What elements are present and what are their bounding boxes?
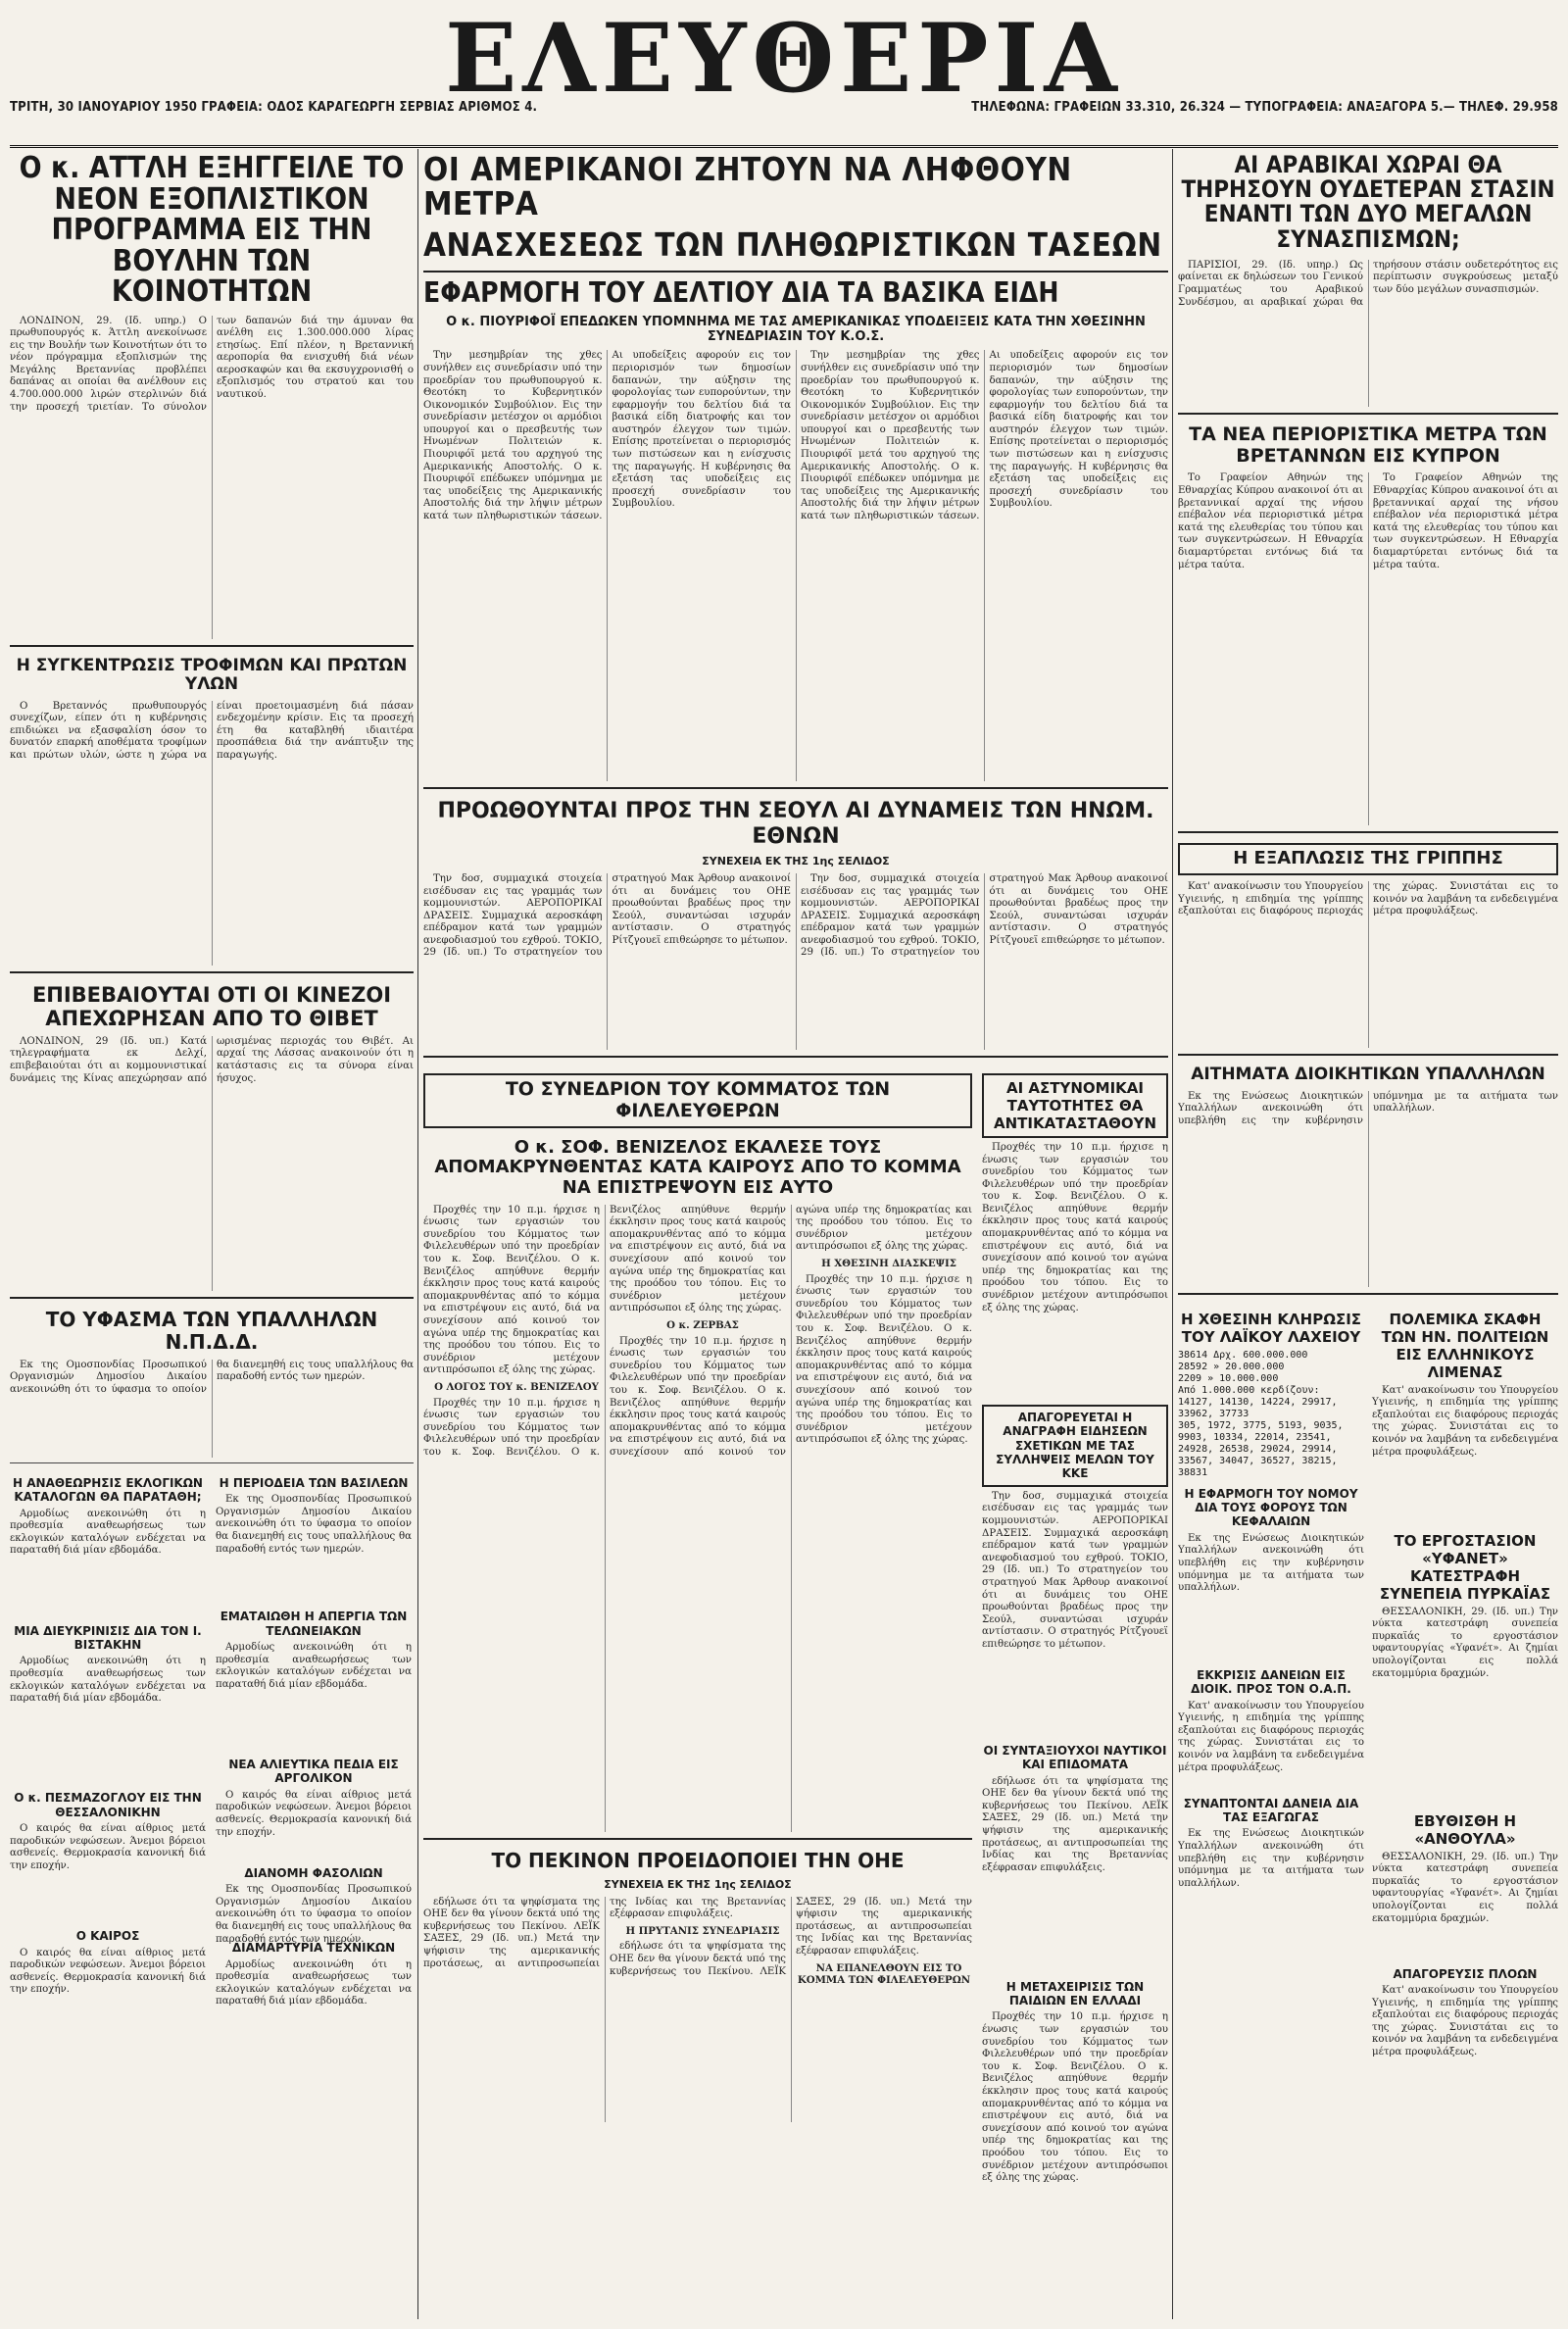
metaxirisis-body: Προχθές την 10 π.μ. ήρχισε η ένωσις των εργασιών του συνεδρίου του Κόμματος των Φιλελευθέρων υπό την προεδρίαν του κ. Σοφ. Βενιζέλου. Ο κ. Βενιζέλος απηύθυνε θερμήν έκκλησιν προς τους κατά καιρούς απομακρυνθέντας από το κόμμα να επιστρέψουν εις αυτό, διά να συνεχίσουν από κοινού τον αγώνα υπέρ της δημοκρατίας και της προόδου του τόπου. Εις το συνέδριον μετέχουν αντιπρόσωποι εξ όλης της χώρας. [982,2011,1168,2184]
police-headline: ΑΙ ΑΣΤΥΝΟΜΙΚΑΙ ΤΑΥΤΟΤΗΤΕΣ ΘΑ ΑΝΤΙΚΑΤΑΣΤΑΘΟΥΝ [982,1073,1168,1138]
cyprus-article [1178,472,1558,825]
kairos-headline: Ο ΚΑΙΡΟΣ [75,1929,140,1944]
flu-article [1178,881,1558,1048]
attlee-body: ΛΟΝΔΙΝΟΝ, 29. (Ιδ. υπηρ.) Ο πρωθυπουργός κ. Άττλη ανεκοίνωσε εις την Βουλήν των Κοινοτήτων ότι το νέον πρόγραμμα εξοπλισμών της Μεγάλης Βρεταννίας προβλέπει δαπάνας αι οποίαι θα ανέλθουν εις 4.700.000.000 λιρών στερλινών διά την προσεχή τριετίαν. Το σύνολον των δαπανών διά την άμυναν θα ανέλθη εις 1.300.000.000 λίρας ετησίως. Επί πλέον, η Βρεταννική αεροπορία θα ενισχυθή διά νέων αεροσκαφών και θα εκσυγχρονισθή ο εξοπλισμός του στρατού και του ναυτικού. [10,315,414,413]
china-article [10,1036,414,1291]
ypallilon-body: Εκ της Ομοσπονδίας Προσωπικού Οργανισμών Δημοσίου Δικαίου ανεκοινώθη ότι το ύφασμα το οποίον θα διανεμηθή εις τους υπαλλήλους θα παραδοθή εντός των ημερών. [10,1359,414,1396]
food-headline: Η ΣΥΓΚΕΝΤΡΩΣΙΣ ΤΡΟΦΙΜΩΝ ΚΑΙ ΠΡΩΤΩΝ ΥΛΩΝ [16,655,408,695]
congress-body: Προχθές την 10 π.μ. ήρχισε η ένωσις των εργασιών του συνεδρίου του Κόμματος των Φιλελευθέρων υπό την προεδρίαν του κ. Σοφ. Βενιζέλου. Ο κ. Βενιζέλος απηύθυνε θερμήν έκκλησιν προς τους κατά καιρούς απομακρυνθέντας από το κόμμα να επιστρέψουν εις αυτό, διά να συνεχίσουν από κοινού τον αγώνα υπέρ της δημοκρατίας και της προόδου του τόπου. Εις το συνέδριον μετέχουν αντιπρόσωποι εξ όλης της χώρας. [423,1204,600,1376]
korea-body-cont: Την δοσ, συμμαχικά στοιχεία εισέδυσαν εις τας γραμμάς των κομμουνιστών. ΑΕΡΟΠΟΡΙΚΑΙ ΔΡΑΣΕΙΣ. Συμμαχικά αεροσκάφη επέδραμον κατά των γραμμών ανεφοδιασμού του εχθρού. ΤΟΚΙΟ, 29 (Ιδ. υπ.) Το στρατηγείον του στρατηγού Μακ Άρθουρ ανακοινοί ότι αι δυνάμεις του ΟΗΕ προωθούνται βραδέως προς την Σεούλ, συναντώσαι ισχυράν αντίστασιν. Ο στρατηγός Ρίτζγουεϊ επιθεώρησε το μέτωπον. [801,872,1168,959]
right-column [1178,149,1558,2319]
vasiliades-body: Εκ της Ομοσπονδίας Προσωπικού Οργανισμών Δημοσίου Δικαίου ανεκοινώθη ότι το ύφασμα το οποίον θα διανεμηθή εις τους υπαλλήλους θα παραδοθή εντός των ημερών. [216,1494,412,1555]
main-body: Την μεσημβρίαν της χθες συνήλθεν εις συνεδρίασιν υπό την προεδρίαν του πρωθυπουργού κ. Θεοτόκη το Κυβερνητικόν Οικονομικόν Συμβούλιον. Εις την συνεδρίασιν μετέσχον οι αρμόδιοι υπουργοί και ο πρεσβευτής των Ηνωμένων Πολιτειών κ. Πιουριφόϊ μετά του αρχηγού της Αμερικανικής Αποστολής. Ο κ. Πιουριφόϊ επέδωκεν υπόμνημα με τας υποδείξεις της Αμερικανικής Αποστολής διά την λήψιν μέτρων κατά των πληθωριστικών τάσεων. Αι υποδείξεις αφορούν εις τον περιορισμόν των δημοσίων δαπανών, την αύξησιν της φορολογίας των ευπορούντων, την εφαρμογήν του δελτίου διά τα βασικά είδη διατροφής και τον αυστηρόν έλεγχον των τιμών. Επίσης προτείνεται ο περιορισμός των πιστώσεων και η ενίσχυσις της παραγωγής. Η κυβέρνησις θα εξετάση τας υποδείξεις εις προσεχή συνεδρίασιν του Συμβουλίου. [423,350,791,522]
anatheor-headline: Η ΑΝΑΘΕΩΡΗΣΙΣ ΕΚΛΟΓΙΚΩΝ ΚΑΤΑΛΟΓΩΝ ΘΑ ΠΑΡΑΤΑΘΗ; [13,1475,203,1505]
factory-headline: ΤΟ ΕΡΓΟΣΤΑΣΙΟΝ «ΥΦΑΝΕΤ» ΚΑΤΕΣΤΡΑΦΗ ΣΥΝΕΠΕΙΑ ΠΥΡΚΑΪΑΣ [1379,1531,1551,1603]
metaxirisis-headline: Η ΜΕΤΑΧΕΙΡΙΣΙΣ ΤΩΝ ΠΑΙΔΙΩΝ ΕΝ ΕΛΛΑΔΙ [1005,1979,1145,2008]
diefkrinisi-headline: ΜΙΑ ΔΙΕΥΚΡΙΝΙΣΙΣ ΔΙΑ ΤΟΝ Ι. ΒΙΣΤΑΚΗΝ [14,1623,202,1653]
diamartyria-headline: ΔΙΑΜΑΡΤΥΡΙΑ ΤΕΧΝΙΚΩΝ [231,1941,396,1956]
arab-article [1178,260,1558,407]
divider [423,1056,1168,1058]
aitimata-body: Εκ της Ενώσεως Διοικητικών Υπαλλήλων ανεκοινώθη ότι υπεβλήθη εις την κυβέρνησιν υπόμνημα με τα αιτήματα των υπαλλήλων. [1178,1090,1558,1126]
divider [1178,1293,1558,1295]
zervas-headline: Ο κ. ΖΕΡΒΑΣ [666,1319,739,1331]
apagorevetai-body: Την δοσ, συμμαχικά στοιχεία εισέδυσαν εις τας γραμμάς των κομμουνιστών. ΑΕΡΟΠΟΡΙΚΑΙ ΔΡΑΣΕΙΣ. Συμμαχικά αεροσκάφη επέδραμον κατά των γραμμών ανεφοδιασμού του εχθρού. ΤΟΚΙΟ, 29 (Ιδ. υπ.) Το στρατηγείον του στρατηγού Μακ Άρθουρ ανακοινοί ότι αι δυνάμεις του ΟΗΕ προωθούνται βραδέως προς την Σεούλ, συναντώσαι ισχυράν αντίστασιν. Ο στρατηγός Ρίτζγουεϊ επιθεώρησε το μέτωπον. [982,1490,1168,1650]
peking-headline: ΤΟ ΠΕΚΙΝΟΝ ΠΡΟΕΙΔΟΠΟΙΕΙ ΤΗΝ ΟΗΕ [491,1848,905,1872]
anatheor-body: Αρμοδίως ανεκοινώθη ότι η προθεσμία αναθεωρήσεως των εκλογικών καταλόγων ενδέχεται να παραταθή διά μίαν εβδομάδα. [10,1508,206,1557]
pesmazoglou-body: Ο καιρός θα είναι αίθριος μετά παροδικών νεφώσεων. Άνεμοι βόρειοι ασθενείς. Θερμοκρασία κανονική διά την εποχήν. [10,1823,206,1871]
logos-headline: Ο ΛΟΓΟΣ ΤΟΥ κ. ΒΕΝΙΖΕΛΟΥ [434,1380,599,1393]
arab-body: ΠΑΡΙΣΙΟΙ, 29. (Ιδ. υπηρ.) Ως φαίνεται εκ δηλώσεων του Γενικού Γραμματέως του Αραβικού Συνδέσμου, αι αραβικαί χώραι θα τηρήσουν στάσιν ουδετερότητος εις περίπτωσιν συγκρούσεως μεταξύ των δύο μεγάλων συνασπισμών. [1178,259,1558,308]
lottery-block [1178,1301,1364,2073]
main-article [423,350,1168,781]
lottery-line-3: 2209 » 10.000.000 [1178,1372,1279,1384]
attlee-article [10,316,414,639]
kommata-headline: ΝΑ ΕΠΑΝΕΛΘΟΥΝ ΕΙΣ ΤΟ ΚΟΜΜΑ ΤΩΝ ΦΙΛΕΛΕΥΘΕΡΩΝ [797,1961,971,1987]
main-headline-1: ΟΙ ΑΜΕΡΙΚΑΝΟΙ ΖΗΤΟΥΝ ΝΑ ΛΗΦΘΟΥΝ ΜΕΤΡΑ [423,150,1072,223]
kairos-body: Ο καιρός θα είναι αίθριος μετά παροδικών νεφώσεων. Άνεμοι βόρειοι ασθενείς. Θερμοκρασία κανονική διά την εποχήν. [10,1947,206,1996]
divider [10,1297,414,1299]
divider [1178,831,1558,833]
diamartyria-body: Αρμοδίως ανεκοινώθη ότι η προθεσμία αναθεωρήσεως των εκλογικών καταλόγων ενδέχεται να παραταθή διά μίαν εβδομάδα. [216,1958,412,2007]
peking-article [423,1897,972,2122]
column-rule [1172,149,1173,2319]
korea-body: Την δοσ, συμμαχικά στοιχεία εισέδυσαν εις τας γραμμάς των κομμουνιστών. ΑΕΡΟΠΟΡΙΚΑΙ ΔΡΑΣΕΙΣ. Συμμαχικά αεροσκάφη επέδραμον κατά των γραμμών ανεφοδιασμού του εχθρού. ΤΟΚΙΟ, 29 (Ιδ. υπ.) Το στρατηγείον του στρατηγού Μακ Άρθουρ ανακοινοί ότι αι δυνάμεις του ΟΗΕ προωθούνται βραδέως προς την Σεούλ, συναντώσαι ισχυράν αντίστασιν. Ο στρατηγός Ρίτζγουεϊ επιθεώρησε το μέτωπον. [423,872,791,959]
main-headline-3: ΕΦΑΡΜΟΓΗ ΤΟΥ ΔΕΛΤΙΟΥ ΔΙΑ ΤΑ ΒΑΣΙΚΑ ΕΙΔΗ [423,271,1168,307]
ypallilon-article [10,1360,414,1458]
apergia-headline: ΕΜΑΤΑΙΩΘΗ Η ΑΠΕΡΓΙΑ ΤΩΝ ΤΕΛΩΝΕΙΑΚΩΝ [220,1610,408,1638]
lottery-line-5: 14127, 14130, 14224, 29917, 33962, 37733 [1178,1396,1338,1419]
congress-subheadline: Ο κ. ΣΟΦ. ΒΕΝΙΖΕΛΟΣ ΕΚΑΛΕΣΕ ΤΟΥΣ ΑΠΟΜΑΚΡΥΝΘΕΝΤΑΣ ΚΑΤΑ ΚΑΙΡΟΥΣ ΑΠΟ ΤΟ ΚΟΜΜΑ ΝΑ ΕΠΙΣΤΡΕΨΟΥΝ ΕΙΣ ΑΥΤΟ [434,1136,961,1198]
pryteni-body: εδήλωσε ότι τα ψηφίσματα της ΟΗΕ δεν θα γίνουν δεκτά υπό της κυβερνήσεως του Πεκίνου. ΛΕΪΚ ΣΑΞΕΣ, 29 (Ιδ. υπ.) Μετά την ψήφισιν της αμερικανικής προτάσεως, αι αντιπροσωπείαι της Ινδίας και της Βρεταννίας εξέφρασαν επιφυλάξεις. [610,1896,972,1977]
peking-continued: ΣΥΝΕΧΕΙΑ ΕΚ ΤΗΣ 1ης ΣΕΛΙΔΟΣ [604,1877,792,1891]
daneia-body: Εκ της Ενώσεως Διοικητικών Υπαλλήλων ανεκοινώθη ότι υπεβλήθη εις την κυβέρνησιν υπόμνημα με τα αιτήματα των υπαλλήλων. [1178,1828,1364,1889]
cyprus-headline: ΤΑ ΝΕΑ ΠΕΡΙΟΡΙΣΤΙΚΑ ΜΕΤΡΑ ΤΩΝ ΒΡΕΤΑΝΝΩΝ ΕΙΣ ΚΥΠΡΟΝ [1189,422,1547,467]
cyprus-body-cont: Το Γραφείον Αθηνών της Εθναρχίας Κύπρου ανακοινοί ότι αι βρεταννικαί αρχαί της νήσου επέβαλον νέα περιοριστικά μέτρα κατά της ελευθερίας του τύπου και των συγκεντρώσεων. Η Εθναρχία διαμαρτύρεται εντόνως διά τα μέτρα ταύτα. [1373,472,1558,570]
vasiliades-headline: Η ΠΕΡΙΟΔΕΙΑ ΤΩΝ ΒΑΣΙΛΕΩΝ [219,1475,409,1490]
center-side [982,1064,1168,2184]
apagorevsis-headline: ΑΠΑΓΟΡΕΥΣΙΣ ΠΛΟΩΝ [1393,1966,1538,1981]
tax-body: Εκ της Ενώσεως Διοικητικών Υπαλλήλων ανεκοινώθη ότι υπεβλήθη εις την κυβέρνησιν υπόμνημα με τα αιτήματα των υπαλλήλων. [1178,1532,1364,1594]
main-headline-2: ΑΝΑΣΧΕΣΕΩΣ ΤΩΝ ΠΛΗΘΩΡΙΣΤΙΚΩΝ ΤΑΣΕΩΝ [423,225,1162,265]
xrimatist-body: Κατ' ανακοίνωσιν του Υπουργείου Υγιεινής, η επιδημία της γρίππης εξαπλούται εις διαφόρους περιοχάς της χώρας. Συνιστάται εις το κοινόν να λαμβάνη τα ενδεδειγμένα μέτρα προφυλάξεως. [1178,1700,1364,1773]
lottery-line-6: 305, 1972, 3775, 5193, 9035, 9903, 10334, 22014, 23541, 24928, 26538, 29024, 29914, 33567, 34047, 36527, 38215, 38831 [1178,1419,1344,1478]
masthead-title: ΕΛΕΥΘΕΡΙΑ [445,3,1123,114]
apagorevsis-body: Κατ' ανακοίνωσιν του Υπουργείου Υγιεινής, η επιδημία της γρίππης εξαπλούται εις διαφόρους περιοχάς της χώρας. Συνιστάται εις το κοινόν να λαμβάνη τα ενδεδειγμένα μέτρα προφυλάξεως. [1372,1985,1558,2058]
divider [423,1838,972,1840]
lottery-line-1: 38614 Δρχ. 600.000.000 [1178,1349,1308,1361]
lottery-line-4: Από 1.000.000 κερδίζουν: [1178,1384,1320,1396]
lottery-headline: Η ΧΘΕΣΙΝΗ ΚΛΗΡΩΣΙΣ ΤΟΥ ΛΑΪΚΟΥ ΛΑΧΕΙΟΥ [1180,1310,1362,1346]
masthead-date-address: ΤΡΙΤΗ, 30 ΙΑΝΟΥΑΡΙΟΥ 1950 ΓΡΑΦΕΙΑ: ΟΔΟΣ ΚΑΡΑΓΕΩΡΓΗ ΣΕΡΒΙΑΣ ΑΡΙΘΜΟΣ 4. [10,100,538,115]
pesmazoglou-headline: Ο κ. ΠΕΣΜΑΖΟΓΛΟΥ ΕΙΣ ΤΗΝ ΘΕΣΣΑΛΟΝΙΚΗΝ [14,1791,202,1819]
aitimata-headline: ΑΙΤΗΜΑΤΑ ΔΙΟΙΚΗΤΙΚΩΝ ΥΠΑΛΛΗΛΩΝ [1191,1065,1545,1085]
right-lower-block [1178,1301,1558,2073]
left-column [10,149,414,2319]
congress-body-cont: Προχθές την 10 π.μ. ήρχισε η ένωσις των εργασιών του συνεδρίου του Κόμματος των Φιλελευθέρων υπό την προεδρίαν του κ. Σοφ. Βενιζέλου. Ο κ. Βενιζέλος απηύθυνε θερμήν έκκλησιν προς τους κατά καιρούς απομακρυνθέντας από το κόμμα να επιστρέψουν εις αυτό, διά να συνεχίσουν από κοινού τον αγώνα υπέρ της δημοκρατίας και της προόδου του τόπου. Εις το συνέδριον μετέχουν αντιπρόσωποι εξ όλης της χώρας. [423,1204,786,1458]
diefkrinisi-body: Αρμοδίως ανεκοινώθη ότι η προθεσμία αναθεωρήσεως των εκλογικών καταλόγων ενδέχεται να παραταθή διά μίαν εβδομάδα. [10,1656,206,1705]
alieftika-headline: ΝΕΑ ΑΛΙΕΥΤΙΚΑ ΠΕΔΙΑ ΕΙΣ ΑΡΓΟΛΙΚΟΝ [228,1758,399,1786]
food-body: Ο Βρεταννός πρωθυπουργός συνεχίζων, είπεν ότι η κυβέρνησις επιδιώκει να εξασφαλίση όσον το δυνατόν επαρκή αποθέματα τροφίμων και πρώτων υλών, ώστε η χώρα να είναι προετοιμασμένη διά πάσαν ενδεχομένην κρίσιν. Εις τα προσεχή έτη θα καταβληθή ιδιαιτέρα προσπάθεια διά την ανάπτυξιν της παραγωγής. [10,700,414,761]
divider [1178,413,1558,415]
attlee-headline: Ο κ. ΑΤΤΛΗ ΕΞΗΓΓΕΙΛΕ ΤΟ ΝΕΟΝ ΕΞΟΠΛΙΣΤΙΚΟΝ ΠΡΟΓΡΑΜΜΑ ΕΙΣ ΤΗΝ ΒΟΥΛΗΝ ΤΩΝ ΚΟΙΝΟΤΗΤΩΝ [19,151,405,309]
tax-headline: Η ΕΦΑΡΜΟΓΗ ΤΟΥ ΝΟΜΟΥ ΔΙΑ ΤΟΥΣ ΦΟΡΟΥΣ ΤΩΝ ΚΕΦΑΛΑΙΩΝ [1184,1486,1358,1529]
apagorevetai-headline: ΑΠΑΓΟΡΕΥΕΤΑΙ Η ΑΝΑΓΡΑΦΗ ΕΙΔΗΣΕΩΝ ΣΧΕΤΙΚΩΝ ΜΕ ΤΑΣ ΣΥΛΛΗΨΕΙΣ ΜΕΛΩΝ ΤΟΥ ΚΚΕ [982,1405,1168,1487]
flu-body: Κατ' ανακοίνωσιν του Υπουργείου Υγιεινής, η επιδημία της γρίππης εξαπλούται εις διαφόρους περιοχάς της χώρας. Συνιστάται εις το κοινόν να λαμβάνη τα ενδεδειγμένα μέτρα προφυλάξεως. [1178,881,1558,917]
arab-headline: ΑΙ ΑΡΑΒΙΚΑΙ ΧΩΡΑΙ ΘΑ ΤΗΡΗΣΟΥΝ ΟΥΔΕΤΕΡΑΝ ΣΤΑΣΙΝ ΕΝΑΝΤΙ ΤΩΝ ΔΥΟ ΜΕΓΑΛΩΝ ΣΥΝΑΣΠΙΣΜΩΝ; [1181,151,1555,253]
cyprus-body: Το Γραφείον Αθηνών της Εθναρχίας Κύπρου ανακοινοί ότι αι βρεταννικαί αρχαί της νήσου επέβαλον νέα περιοριστικά μέτρα κατά της ελευθερίας του τύπου και των συγκεντρώσεων. Η Εθναρχία διαμαρτύρεται εντόνως διά τα μέτρα ταύτα. [1178,472,1363,570]
ships-block [1372,1301,1558,2073]
anthoula-headline: ΕΒΥΘΙΣΘΗ Η «ΑΝΘΟΥΛΑ» [1413,1811,1517,1848]
daneia-headline: ΣΥΝΑΠΤΟΝΤΑΙ ΔΑΝΕΙΑ ΔΙΑ ΤΑΣ ΕΞΑΓΩΓΑΣ [1183,1796,1359,1825]
divider [10,645,414,647]
congress-article [423,1205,972,1832]
masthead-telephones: ΤΗΛΕΦΩΝΑ: ΓΡΑΦΕΙΩΝ 33.310, 26.324 — ΤΥΠΟΓΡΑΦΕΙΑ: ΑΝΑΞΑΓΟΡΑ 5.— ΤΗΛΕΦ. 29.958 [971,100,1558,115]
divider [10,971,414,973]
korea-continued: ΣΥΝΕΧΕΙΑ ΕΚ ΤΗΣ 1ης ΣΕΛΙΔΟΣ [702,854,890,867]
main-body-cont: Την μεσημβρίαν της χθες συνήλθεν εις συνεδρίασιν υπό την προεδρίαν του πρωθυπουργού κ. Θεοτόκη το Κυβερνητικόν Οικονομικόν Συμβούλιον. Εις την συνεδρίασιν μετέσχον οι αρμόδιοι υπουργοί και ο πρεσβευτής των Ηνωμένων Πολιτειών κ. Πιουριφόϊ μετά του αρχηγού της Αμερικανικής Αποστολής. Ο κ. Πιουριφόϊ επέδωκεν υπόμνημα με τας υποδείξεις της Αμερικανικής Αποστολής διά την λήψιν μέτρων κατά των πληθωριστικών τάσεων. Αι υποδείξεις αφορούν εις τον περιορισμόν των δημοσίων δαπανών, την αύξησιν της φορολογίας των ευπορούντων, την εφαρμογήν του δελτίου διά τα βασικά είδη διατροφής και τον αυστηρόν έλεγχον των τιμών. Επίσης προτείνεται ο περιορισμός των πιστώσεων και η ενίσχυσις της παραγωγής. Η κυβέρνησις θα εξετάση τας υποδείξεις εις προσεχή συνεδρίασιν του Συμβουλίου. [801,350,1168,522]
factory-body: ΘΕΣΣΑΛΟΝΙΚΗ, 29. (Ιδ. υπ.) Την νύκτα κατεστράφη συνεπεία πυρκαϊάς το εργοστάσιον υφαντουργίας «Υφανέτ». Αι ζημίαι υπολογίζονται εις πολλά εκατομμύρια δραχμών. [1372,1606,1558,1679]
peking-body: εδήλωσε ότι τα ψηφίσματα της ΟΗΕ δεν θα γίνουν δεκτά υπό της κυβερνήσεως του Πεκίνου. ΛΕΪΚ ΣΑΞΕΣ, 29 (Ιδ. υπ.) Μετά την ψήφισιν της αμερικανικής προτάσεως, αι αντιπροσωπείαι της Ινδίας και της Βρεταννίας εξέφρασαν επιφυλάξεις. [423,1896,786,1969]
apergia-body: Αρμοδίως ανεκοινώθη ότι η προθεσμία αναθεωρήσεως των εκλογικών καταλόγων ενδέχεται να παραταθή διά μίαν εβδομάδα. [216,1642,412,1690]
congress-main [423,1064,972,2169]
lower-left-a [10,1468,206,2065]
column-rule [417,149,418,2319]
main-subheadline: Ο κ. ΠΙΟΥΡΙΦΟΪ ΕΠΕΔΩΚΕΝ ΥΠΟΜΝΗΜΑ ΜΕ ΤΑΣ ΑΜΕΡΙΚΑΝΙΚΑΣ ΥΠΟΔΕΙΞΕΙΣ ΚΑΤΑ ΤΗΝ ΧΘΕΣΙΝΗΝ ΣΥΝΕΔΡΙΑΣΙΝ ΤΟΥ Κ.Ο.Σ. [446,315,1146,345]
alieftika-body: Ο καιρός θα είναι αίθριος μετά παροδικών νεφώσεων. Άνεμοι βόρειοι ασθενείς. Θερμοκρασία κανονική διά την εποχήν. [216,1789,412,1838]
congress-block [423,1064,1168,2184]
synt-headline: ΟΙ ΣΥΝΤΑΞΙΟΥΧΟΙ ΝΑΥΤΙΚΟΙ ΚΑΙ ΕΠΙΔΟΜΑΤΑ [983,1743,1167,1772]
china-body: ΛΟΝΔΙΝΟΝ, 29 (Ιδ. υπ.) Κατά τηλεγραφήματα εκ Δελχί, επιβεβαιούται ότι αι κομμουνιστικαί δυνάμεις της Κίνας απεχώρησαν από ωρισμένας περιοχάς του Θιβέτ. Αι αρχαί της Λάσσας ανακοινούν ότι η κατάστασις εις τα σύνορα είναι ήσυχος. [10,1035,414,1084]
diaskepsis-body: Προχθές την 10 π.μ. ήρχισε η ένωσις των εργασιών του συνεδρίου του Κόμματος των Φιλελευθέρων υπό την προεδρίαν του κ. Σοφ. Βενιζέλου. Ο κ. Βενιζέλος απηύθυνε θερμήν έκκλησιν προς τους κατά καιρούς απομακρυνθέντας από το κόμμα να επιστρέψουν εις αυτό, διά να συνεχίσουν από κοινού τον αγώνα υπέρ της δημοκρατίας και της προόδου του τόπου. Εις το συνέδριον μετέχουν αντιπρόσωποι εξ όλης της χώρας. [796,1273,972,1446]
center-column [423,149,1168,2319]
masthead [10,3,1558,148]
china-headline: ΕΠΙΒΕΒΑΙΟΥΤΑΙ ΟΤΙ ΟΙ ΚΙΝΕΖΟΙ ΑΠΕΧΩΡΗΣΑΝ ΑΠΟ ΤΟ ΘΙΒΕΤ [31,982,392,1030]
dianomi-body: Εκ της Ομοσπονδίας Προσωπικού Οργανισμών Δημοσίου Δικαίου ανεκοινώθη ότι το ύφασμα το οποίον θα διανεμηθή εις τους υπαλλήλους θα παραδοθή εντός των ημερών. [216,1884,412,1945]
anthoula-body: ΘΕΣΣΑΛΟΝΙΚΗ, 29. (Ιδ. υπ.) Την νύκτα κατεστράφη συνεπεία πυρκαϊάς το εργοστάσιον υφαντουργίας «Υφανέτ». Αι ζημίαι υπολογίζονται εις πολλά εκατομμύρια δραχμών. [1372,1851,1558,1924]
pryteni-headline: Η ΠΡΥΤΑΝΙΣ ΣΥΝΕΔΡΙΑΣΙΣ [625,1924,780,1937]
zervas-body: Προχθές την 10 π.μ. ήρχισε η ένωσις των εργασιών του συνεδρίου του Κόμματος των Φιλελευθέρων υπό την προεδρίαν του κ. Σοφ. Βενιζέλου. Ο κ. Βενιζέλος απηύθυνε θερμήν έκκλησιν προς τους κατά καιρούς απομακρυνθέντας από το κόμμα να επιστρέψουν εις αυτό, διά να συνεχίσουν από κοινού τον αγώνα υπέρ της δημοκρατίας και της προόδου του τόπου. Εις το συνέδριον μετέχουν αντιπρόσωποι εξ όλης της χώρας. [610,1204,972,1458]
food-article [10,701,414,966]
police-body: Προχθές την 10 π.μ. ήρχισε η ένωσις των εργασιών του συνεδρίου του Κόμματος των Φιλελευθέρων υπό την προεδρίαν του κ. Σοφ. Βενιζέλου. Ο κ. Βενιζέλος απηύθυνε θερμήν έκκλησιν προς τους κατά καιρούς απομακρυνθέντας από το κόμμα να επιστρέψουν εις αυτό, διά να συνεχίσουν από κοινού τον αγώνα υπέρ της δημοκρατίας και της προόδου του τόπου. Εις το συνέδριον μετέχουν αντιπρόσωποι εξ όλης της χώρας. [982,1141,1168,1313]
synt-body: εδήλωσε ότι τα ψηφίσματα της ΟΗΕ δεν θα γίνουν δεκτά υπό της κυβερνήσεως του Πεκίνου. ΛΕΪΚ ΣΑΞΕΣ, 29 (Ιδ. υπ.) Μετά την ψήφισιν της αμερικανικής προτάσεως, αι αντιπροσωπείαι της Ινδίας και της Βρεταννίας εξέφρασαν επιφυλάξεις. [982,1775,1168,1873]
divider [1178,1054,1558,1056]
diaskepsis-headline: Η ΧΘΕΣΙΝΗ ΔΙΑΣΚΕΨΙΣ [821,1258,956,1270]
ships-headline: ΠΟΛΕΜΙΚΑ ΣΚΑΦΗ ΤΩΝ ΗΝ. ΠΟΛΙΤΕΙΩΝ ΕΙΣ ΕΛΛΗΝΙΚΟΥΣ ΛΙΜΕΝΑΣ [1381,1310,1549,1381]
lower-left-b [216,1468,412,2065]
korea-headline: ΠΡΟΩΘΟΥΝΤΑΙ ΠΡΟΣ ΤΗΝ ΣΕΟΥΛ ΑΙ ΔΥΝΑΜΕΙΣ ΤΩΝ ΗΝΩΜ. ΕΘΝΩΝ [437,799,1154,849]
lower-left-block [10,1468,414,2065]
lottery-line-2: 28592 » 20.000.000 [1178,1361,1285,1372]
aitimata-article [1178,1091,1558,1287]
ships-body: Κατ' ανακοίνωσιν του Υπουργείου Υγιεινής, η επιδημία της γρίππης εξαπλούται εις διαφόρους περιοχάς της χώρας. Συνιστάται εις το κοινόν να λαμβάνη τα ενδεδειγμένα μέτρα προφυλάξεως. [1372,1384,1558,1458]
flu-headline: Η ΕΞΑΠΛΩΣΙΣ ΤΗΣ ΓΡΙΠΠΗΣ [1178,843,1558,875]
korea-article [423,873,1168,1050]
congress-headline: ΤΟ ΣΥΝΕΔΡΙΟΝ ΤΟΥ ΚΟΜΜΑΤΟΣ ΤΩΝ ΦΙΛΕΛΕΥΘΕΡΩΝ [423,1073,972,1128]
divider [10,1462,414,1463]
divider [423,787,1168,789]
dianomi-headline: ΔΙΑΝΟΜΗ ΦΑΣΟΛΙΩΝ [244,1865,383,1880]
xrimatist-headline: ΕΚΚΡΙΣΙΣ ΔΑΝΕΙΩΝ ΕΙΣ ΔΙΟΙΚ. ΠΡΟΣ ΤΟΝ Ο.Α.Π. [1191,1667,1351,1697]
ypallilon-headline: ΤΟ ΥΦΑΣΜΑ ΤΩΝ ΥΠΑΛΛΗΛΩΝ Ν.Π.Δ.Δ. [45,1307,378,1354]
